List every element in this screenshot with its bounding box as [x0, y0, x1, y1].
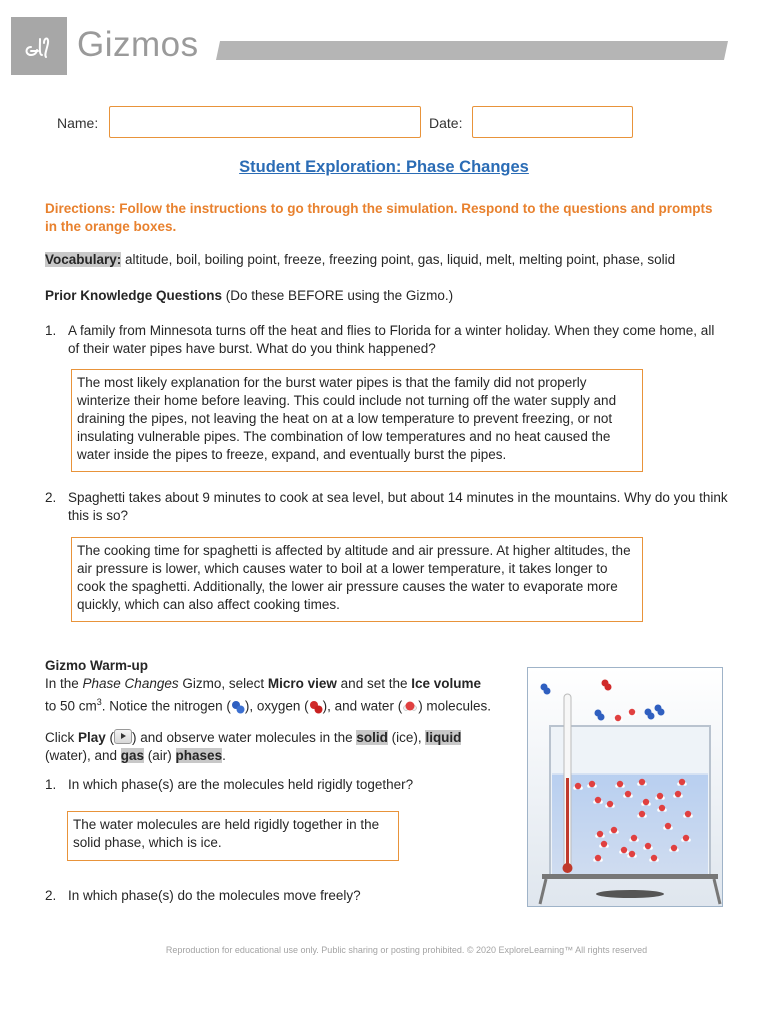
- question-text: A family from Minnesota turns off the heat and flies to Florida for a winter holiday. When they come home, all of their water pipes have burst. What do you think happened?: [68, 323, 715, 356]
- question-text: Spaghetti takes about 9 minutes to cook at sea level, but about 14 minutes in the mountains. Why do you think this is so?: [68, 490, 728, 523]
- question-text: In which phase(s) are the molecules held rigidly together?: [68, 777, 414, 792]
- answer-box-1[interactable]: The most likely explanation for the burst water pipes is that the family did not properly winterize their home before leaving. This could include not turning off the water supply and draining the pipes, not leaving the heat on at a low temperature to prevent freezing, or not insulating vulnerable pipes. The combination of low temperatures and no heat caused the water inside the pipes to freeze, expand, and eventually burst the pipes.: [71, 369, 643, 472]
- oxygen-molecule-icon: [309, 700, 323, 714]
- question-number: 1.: [45, 323, 57, 338]
- ice-volume-term: Ice volume: [411, 676, 482, 691]
- name-field[interactable]: [109, 106, 421, 138]
- directions: Directions: Follow the instructions to go through the simulation. Respond to the questions and prompts in the orange boxes.: [45, 201, 713, 234]
- question-number: 2.: [45, 490, 57, 505]
- warmup-heading: Gizmo Warm-up: [45, 658, 148, 673]
- beaker-illustration: [528, 668, 723, 907]
- logo: [11, 17, 67, 75]
- question-1: [45, 322, 725, 358]
- warmup-question-1: [45, 776, 515, 794]
- header-bar: [216, 41, 728, 60]
- play-icon: [114, 729, 132, 744]
- question-number: 2.: [45, 888, 57, 903]
- question-2: [45, 489, 728, 525]
- brand-name: Gizmos: [77, 25, 199, 64]
- warmup-play-instructions: Click Play ( ) and observe water molecules in the solid (ice), liquid (water), and gas (air) phases.: [45, 730, 462, 763]
- explorelearning-logo-icon: [11, 17, 67, 75]
- answer-box-2[interactable]: The cooking time for spaghetti is affected by altitude and air pressure. At higher altitudes, the air pressure is lower, which causes water to boil at a lower temperature, it takes longer to cook the spaghetti. Additionally, the lower air pressure causes the water to evaporate more quickly, which can also affect cooking times.: [71, 537, 643, 622]
- prior-knowledge-note: (Do these BEFORE using the Gizmo.): [222, 288, 454, 303]
- gizmo-micro-view-image: [527, 667, 723, 907]
- prior-knowledge-title: Prior Knowledge Questions: [45, 288, 223, 303]
- vocabulary-label: Vocabulary:: [45, 252, 122, 267]
- question-number: 1.: [45, 777, 57, 792]
- warmup-instructions: In the Phase Changes Gizmo, select Micro view and set the Ice volume to 50 $cm^3$. Notice the nitrogen ( ), oxygen ( ), and water ( ) molecules.: [45, 676, 491, 714]
- vocabulary-terms: altitude, boil, boiling point, freeze, freezing point, gas, liquid, melt, melting point, phase, solid: [121, 252, 676, 267]
- micro-view-term: Micro view: [267, 676, 337, 691]
- nitrogen-molecule-icon: [231, 700, 245, 714]
- name-label: Name:: [57, 115, 99, 131]
- date-field[interactable]: [472, 106, 633, 138]
- water-molecule-icon: [402, 700, 418, 714]
- answer-box-3[interactable]: The water molecules are held rigidly together in the solid phase, which is ice.: [67, 811, 399, 861]
- date-label: Date:: [429, 115, 463, 131]
- vocabulary: [45, 251, 745, 269]
- page-title: Student Exploration: Phase Changes: [239, 158, 529, 176]
- warmup-question-2: [45, 887, 515, 905]
- question-text: In which phase(s) do the molecules move freely?: [68, 888, 361, 903]
- footer: Reproduction for educational use only. Public sharing or posting prohibited. © 2020 ExploreLearning™ All rights reserved: [165, 945, 648, 955]
- prior-knowledge-heading: [45, 287, 745, 305]
